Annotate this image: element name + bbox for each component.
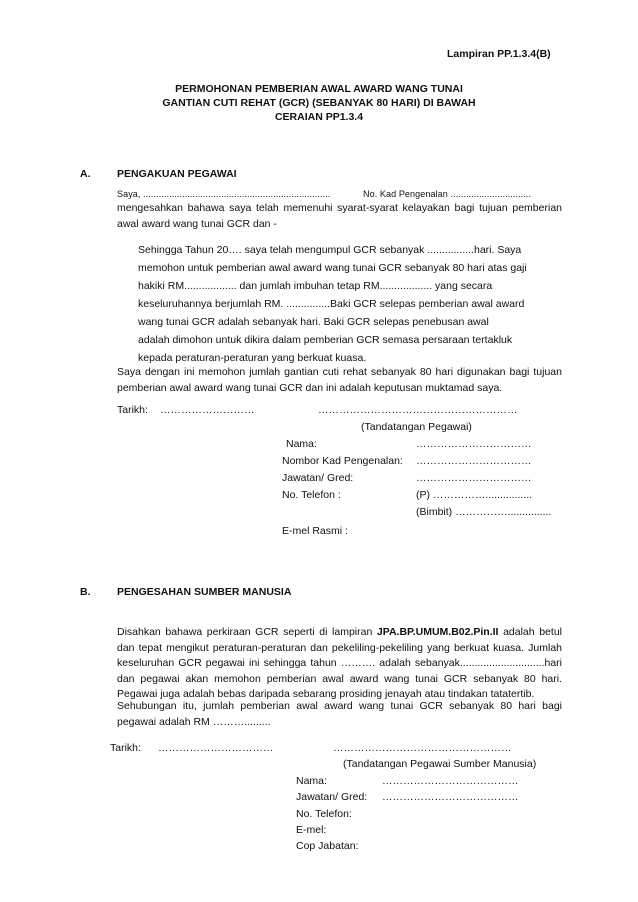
section-b-letter: B. <box>80 586 91 598</box>
section-a-heading: PENGAKUAN PEGAWAI <box>117 168 237 180</box>
accumulation-line: hakiki RM.................. dan jumlah imbuhan tetap RM.................. yang secara <box>138 280 493 292</box>
employee-signature-field[interactable]: ………………………………………………… <box>318 404 518 416</box>
reference-code: JPA.BP.UMUM.B02.Pin.II <box>376 626 499 638</box>
field-label: Jawatan/ Gred: <box>282 472 354 484</box>
field-label: No. Telefon : <box>282 489 341 501</box>
nama-field[interactable]: …………………………… <box>416 438 532 450</box>
tarikh-label: Tarikh: <box>110 742 141 754</box>
accumulation-line: wang tunai GCR adalah sebanyak hari. Baki GCR selepas penebusan awal <box>138 316 489 328</box>
field-label: E-mel: <box>296 824 327 836</box>
accumulation-line: keseluruhannya berjumlah RM. ...............Baki GCR selepas pemberian awal award <box>138 298 525 310</box>
document-reference: Lampiran PP.1.3.4(B) <box>447 48 551 60</box>
field-label: Cop Jabatan: <box>296 840 359 852</box>
verification-text: Disahkan bahawa perkiraan GCR seperti di lampiran <box>117 626 377 638</box>
field-label: Jawatan/ Gred: <box>296 791 368 803</box>
employee-signature-caption: (Tandatangan Pegawai) <box>361 421 472 433</box>
field-label: E-mel Rasmi : <box>282 525 348 537</box>
phone-office-field[interactable]: (P) ……………................ <box>416 489 533 501</box>
accumulation-line: kepada peraturan-peraturan yang berkuat kuasa. <box>138 352 367 364</box>
saya-name-line: Saya, ........................................................................ <box>117 189 331 199</box>
title-line-2: GANTIAN CUTI REHAT (GCR) (SEBANYAK 80 HARI) DI BAWAH <box>162 97 476 109</box>
field-label: No. Telefon: <box>296 808 352 820</box>
eligibility-statement: mengesahkan bahawa saya telah memenuhi syarat-syarat kelayakan bagi tujuan pemberian awal award wang tunai GCR dan - <box>117 202 562 230</box>
request-statement: Saya dengan ini memohon jumlah gantian cuti rehat sebanyak 80 hari digunakan bagi tujuan pemberian awal award wang tunai GCR dan ini adalah keputusan muktamad saya. <box>117 366 562 394</box>
accumulation-line: adalah dimohon untuk dikira dalam pemberian GCR semasa persaraan tertakluk <box>138 334 513 346</box>
hr-jawatan-field[interactable]: ………………………………… <box>382 791 519 803</box>
field-label: Nama: <box>296 775 327 787</box>
title-line-3: CERAIAN PP1.3.4 <box>274 111 364 123</box>
hr-verification-statement <box>117 625 562 703</box>
accumulation-line: memohon untuk pemberian awal award wang tunai GCR sebanyak 80 hari atas gaji <box>138 262 527 274</box>
verification-text: adalah betul dan tepat mengikut peraturan-peraturan dan pekeliling-pekeliling yang berkuat kuasa. Jumlah keseluruhan GCR pegawai ini sehingga tahun ………. adalah sebanyak.............................hari dan pegawai akan memohon pemberian awal award wang tunai GCR sebanyak 80 hari. Pegawai juga adalah bebas daripada sebarang prosiding jenayah atau tindakan tatatertib. <box>117 626 562 700</box>
section-b-heading: PENGESAHAN SUMBER MANUSIA <box>117 586 292 598</box>
ic-number-field[interactable]: …………………………… <box>416 455 532 467</box>
field-label: Nombor Kad Pengenalan: <box>282 455 403 467</box>
hr-signature-caption: (Tandatangan Pegawai Sumber Manusia) <box>343 758 537 770</box>
section-a-letter: A. <box>80 168 91 180</box>
no-kad-pengenalan-line: No. Kad Pengenalan ............................... <box>363 189 532 199</box>
tarikh-field[interactable]: ……………………… <box>160 404 255 416</box>
hr-signature-field[interactable]: …………………………………………… <box>333 742 512 754</box>
approval-amount-statement: Sehubungan itu, jumlah pemberian awal award wang tunai GCR sebanyak 80 hari bagi pegawai adalah RM ………......... <box>117 700 562 728</box>
jawatan-gred-field[interactable]: …………………………… <box>416 472 532 484</box>
accumulation-line: Sehingga Tahun 20…. saya telah mengumpul GCR sebanyak ................hari. Saya <box>138 244 522 256</box>
phone-mobile-field[interactable]: (Bimbit) ……………............... <box>416 506 552 518</box>
field-label: Nama: <box>286 438 317 450</box>
tarikh-label: Tarikh: <box>117 404 148 416</box>
hr-nama-field[interactable]: ………………………………… <box>382 775 519 787</box>
title-line-1: PERMOHONAN PEMBERIAN AWAL AWARD WANG TUNAI <box>175 83 463 95</box>
hr-tarikh-field[interactable]: …………………………… <box>158 742 274 754</box>
